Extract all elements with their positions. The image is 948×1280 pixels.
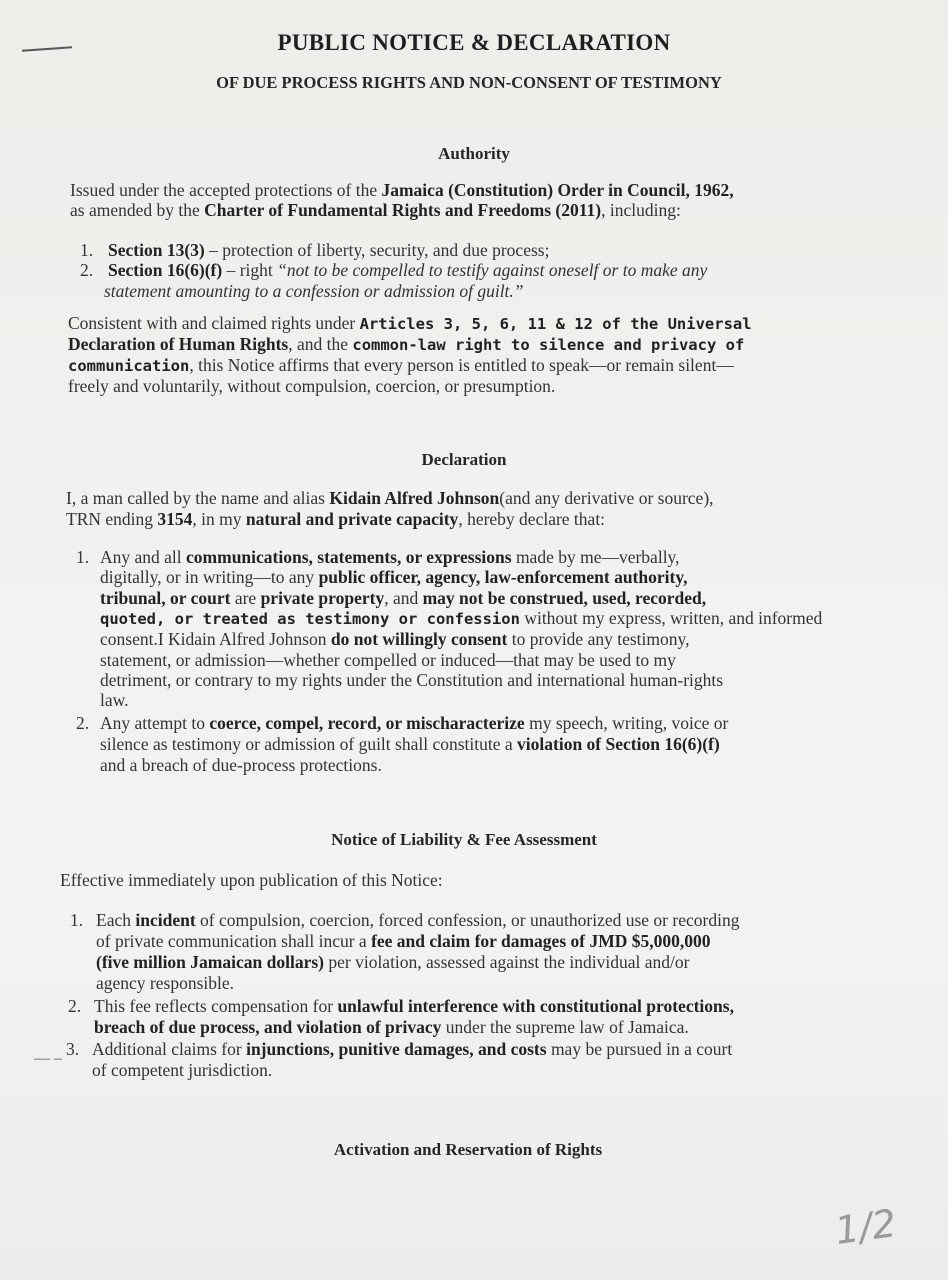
declaration-heading: Declaration [421, 450, 507, 469]
pen-dash-mark: — – [34, 1050, 62, 1067]
authority-item-2: 2. Section 16(6)(f) – right “not to be compelled to testify against oneself or to make any [80, 260, 708, 280]
declaration-item-2-line1: 2. Any attempt to coerce, compel, record, or mischaracterize my speech, writing, voice or [76, 713, 729, 733]
document-subtitle: OF DUE PROCESS RIGHTS AND NON-CONSENT OF TESTIMONY [216, 73, 722, 92]
liability-item-3-line2: of competent jurisdiction. [92, 1060, 273, 1080]
declaration-intro-line2: TRN ending 3154, in my natural and private capacity, hereby declare that: [66, 509, 606, 529]
liability-item-1-line1: 1. Each incident of compulsion, coercion, forced confession, or unauthorized use or recording [70, 910, 740, 930]
liability-item-1-line4: agency responsible. [96, 973, 235, 993]
authority-intro-line1: Issued under the accepted protections of the Jamaica (Constitution) Order in Council, 1962, [70, 180, 734, 200]
declaration-item-1-line3: tribunal, or court are private property, and may not be construed, used, recorded, [100, 588, 707, 608]
liability-item-2-line1: 2. This fee reflects compensation for unlawful interference with constitutional protections, [68, 996, 734, 1016]
page-number-handwritten: 1/2 [832, 1200, 899, 1254]
declaration-item-1-line5: consent.I Kidain Alfred Johnson do not willingly consent to provide any testimony, [100, 629, 690, 649]
activation-heading: Activation and Reservation of Rights [333, 1140, 603, 1159]
authority-item-2-cont: statement amounting to a confession or admission of guilt.” [104, 281, 524, 301]
declaration-item-1-line8: law. [100, 690, 129, 710]
authority-item-1: 1. Section 13(3) – protection of liberty, security, and due process; [80, 240, 550, 260]
declaration-item-1-line2: digitally, or in writing—to any public officer, agency, law-enforcement authority, [100, 567, 688, 587]
declaration-item-1-line6: statement, or admission—whether compelled or induced—that may be used to my [100, 650, 676, 670]
declaration-item-1-line4: quoted, or treated as testimony or confession without my express, written, and informed [100, 608, 823, 628]
liability-item-3-line1: 3. Additional claims for injunctions, punitive damages, and costs may be pursued in a court [66, 1039, 733, 1059]
liability-item-1-line2: of private communication shall incur a fee and claim for damages of JMD $5,000,000 [96, 931, 711, 951]
authority-heading: Authority [438, 144, 510, 163]
liability-intro: Effective immediately upon publication of this Notice: [60, 870, 443, 890]
declaration-item-2-line3: and a breach of due-process protections. [100, 755, 382, 775]
document-title: PUBLIC NOTICE & DECLARATION [277, 30, 671, 55]
declaration-item-1-line1: 1. Any and all communications, statements, or expressions made by me—verbally, [76, 547, 680, 567]
authority-intro-line2: as amended by the Charter of Fundamental Rights and Freedoms (2011), including: [70, 200, 681, 220]
authority-para-line3: communication, this Notice affirms that every person is entitled to speak—or remain silent— [68, 355, 734, 375]
liability-item-2-line2: breach of due process, and violation of privacy under the supreme law of Jamaica. [94, 1017, 689, 1037]
liability-heading: Notice of Liability & Fee Assessment [331, 830, 597, 849]
declaration-intro-line1: I, a man called by the name and alias Kidain Alfred Johnson(and any derivative or source), [66, 488, 714, 508]
declaration-item-2-line2: silence as testimony or admission of guilt shall constitute a violation of Section 16(6)(f) [100, 734, 720, 754]
liability-item-1-line3: (five million Jamaican dollars) per violation, assessed against the individual and/or [96, 952, 690, 972]
declaration-item-1-line7: detriment, or contrary to my rights under the Constitution and international human-rights [100, 670, 724, 690]
authority-para-line1: Consistent with and claimed rights under Articles 3, 5, 6, 11 & 12 of the Universal [68, 313, 752, 333]
authority-para-line4: freely and voluntarily, without compulsion, coercion, or presumption. [68, 376, 556, 396]
authority-para-line2: Declaration of Human Rights, and the common-law right to silence and privacy of [68, 334, 745, 354]
